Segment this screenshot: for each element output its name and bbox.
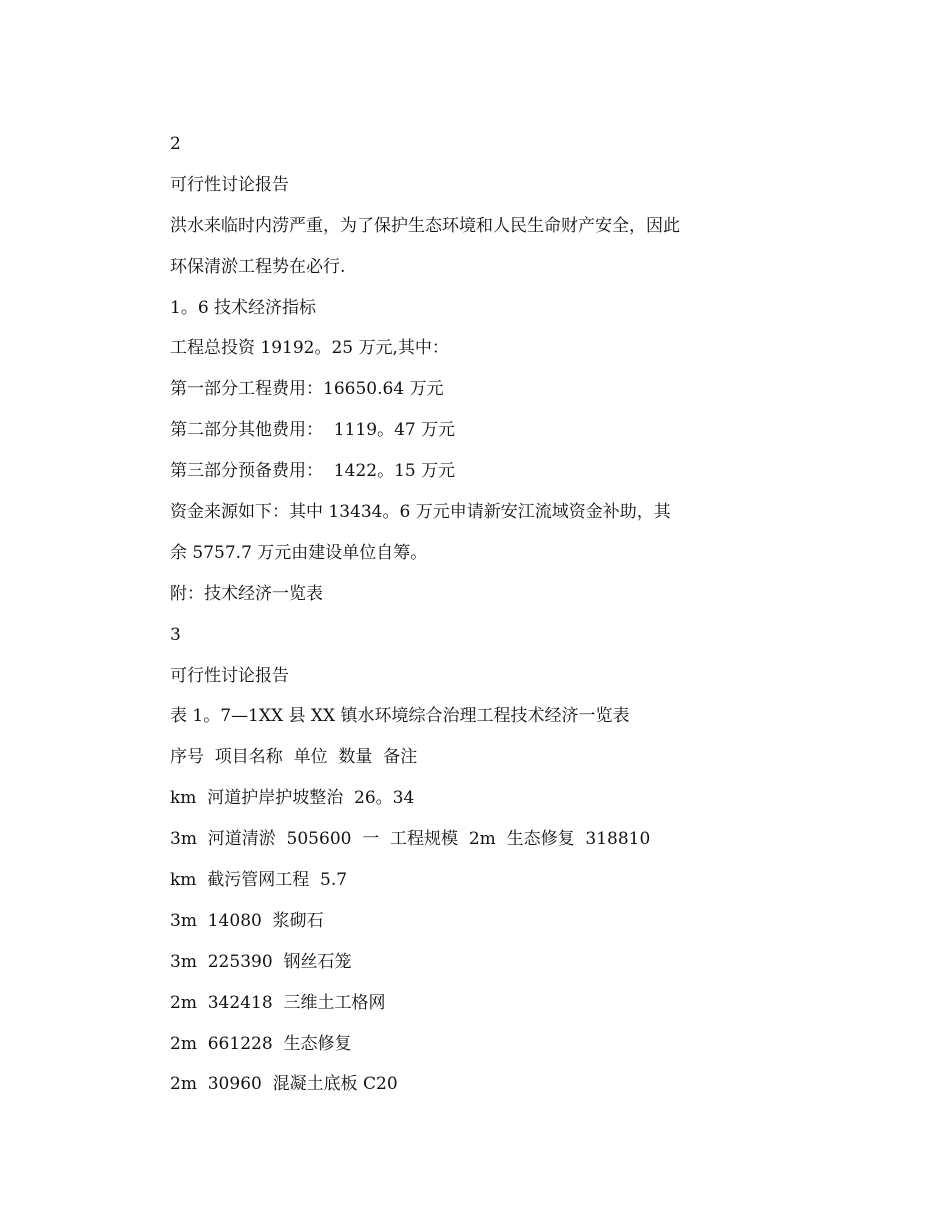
paragraph-line: 工程总投资 19192。25 万元,其中： [170,338,449,359]
paragraph-line: 洪水来临时内涝严重，为了保护生态环境和人民生命财产安全，因此 [170,215,680,236]
table-line: 2m 342418 三维土工格网 [170,992,386,1013]
document-body [170,130,890,1111]
paragraph-line: 余 5757.7 万元由建设单位自筹。 [170,542,428,563]
table-line: 3m 225390 钢丝石笼 [170,951,352,972]
paragraph-line: 第二部分其他费用： 1119。47 万元 [170,420,456,441]
table-line: km 截污管网工程 5.7 [170,870,348,891]
paragraph-line: 环保清淤工程势在必行. [170,256,346,277]
table-line: 2m 661228 生态修复 [170,1033,352,1054]
page-number: 3 [170,624,181,645]
paragraph-line: 第一部分工程费用：16650.64 万元 [170,379,444,400]
table-line: 3m 14080 浆砌石 [170,910,324,931]
running-header: 可行性讨论报告 [170,174,289,195]
paragraph-line: 附：技术经济一览表 [170,583,323,604]
page-number: 2 [170,134,181,154]
table-line: km 河道护岸护坡整治 26。34 [170,788,415,809]
table-caption: 表 1。7—1XX 县 XX 镇水环境综合治理工程技术经济一览表 [170,706,630,727]
table-line: 3m 河道清淤 505600 一 工程规模 2m 生态修复 318810 [170,829,651,850]
paragraph-line: 第三部分预备费用： 1422。15 万元 [170,461,456,482]
section-heading: 1。6 技术经济指标 [170,297,317,318]
table-line: 2m 30960 混凝土底板 C20 [170,1074,398,1095]
paragraph-line: 资金来源如下：其中 13434。6 万元申请新安江流域资金补助，其 [170,502,671,523]
running-header: 可行性讨论报告 [170,665,289,686]
table-header-line: 序号 项目名称 单位 数量 备注 [170,747,418,768]
